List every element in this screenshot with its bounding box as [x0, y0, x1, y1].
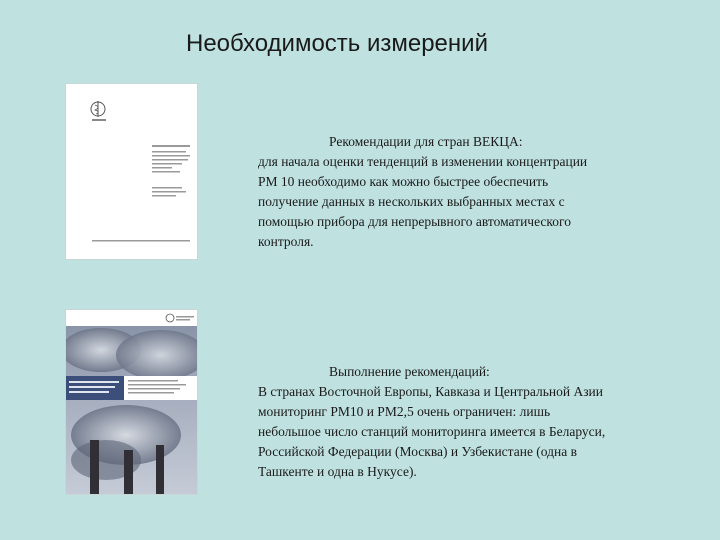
report-cover-thumbnail-2: [65, 309, 198, 495]
report-cover-1-art: [66, 84, 197, 259]
paragraph-line: получение данных в нескольких выбранных местах с: [258, 194, 565, 209]
report-cover-thumbnail-1: [65, 83, 198, 260]
paragraph-line: контроля.: [258, 234, 314, 249]
slide-title: Необходимость измерений: [186, 30, 488, 57]
paragraph-line: помощью прибора для непрерывного автоматического: [258, 214, 571, 229]
paragraph-line: В странах Восточной Европы, Кавказа и Центральной Азии: [258, 384, 603, 399]
paragraph-line: Российской Федерации (Москва) и Узбекистане (одна в: [258, 444, 577, 459]
paragraph-heading: Рекомендации для стран ВЕКЦА:: [329, 134, 523, 149]
paragraph-line: РМ 10 необходимо как можно быстрее обеспечить: [258, 174, 549, 189]
factory-smoke-image: [66, 326, 197, 494]
implementation-paragraph: [258, 362, 698, 482]
paragraph-line: мониторинг РМ10 и РМ2,5 очень ограничен: лишь: [258, 404, 551, 419]
paragraph-heading: Выполнение рекомендаций:: [329, 364, 490, 379]
recommendations-paragraph: [258, 132, 698, 252]
who-emblem-icon: [91, 101, 105, 117]
paragraph-line: для начала оценки тенденций в изменении концентрации: [258, 154, 588, 169]
paragraph-line: Ташкенте и одна в Нукусе).: [258, 464, 417, 479]
paragraph-line: небольшое число станций мониторинга имеется в Беларуси,: [258, 424, 606, 439]
report-cover-2-art: [66, 310, 197, 494]
